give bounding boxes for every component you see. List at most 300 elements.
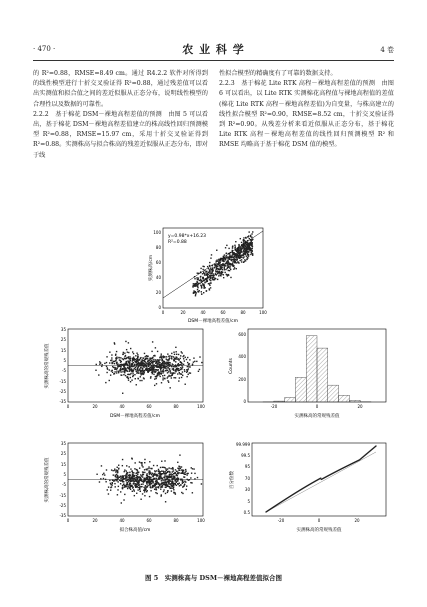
data-point bbox=[164, 363, 165, 364]
data-point bbox=[124, 352, 125, 353]
data-point bbox=[150, 477, 151, 478]
data-point bbox=[134, 364, 135, 365]
data-point bbox=[162, 379, 163, 380]
data-point bbox=[177, 480, 178, 481]
y-tick: 0 bbox=[158, 305, 161, 310]
data-point bbox=[125, 370, 126, 371]
data-point bbox=[116, 474, 117, 475]
data-point bbox=[153, 486, 154, 487]
data-point bbox=[203, 277, 204, 278]
data-point bbox=[210, 280, 211, 281]
y-tick: -15 bbox=[59, 379, 66, 384]
data-point bbox=[248, 251, 249, 252]
data-point bbox=[147, 476, 148, 477]
data-point bbox=[250, 249, 251, 250]
data-point bbox=[142, 476, 143, 477]
data-point bbox=[112, 479, 113, 480]
data-point bbox=[167, 481, 168, 482]
data-point bbox=[185, 469, 186, 470]
data-point bbox=[115, 471, 116, 472]
data-point bbox=[178, 368, 179, 369]
data-point bbox=[188, 366, 189, 367]
data-point bbox=[114, 342, 115, 343]
data-point bbox=[124, 356, 125, 357]
data-point bbox=[114, 369, 115, 370]
data-point bbox=[139, 489, 140, 490]
data-point bbox=[230, 269, 231, 270]
data-point bbox=[171, 481, 172, 482]
data-point bbox=[137, 367, 138, 368]
data-point bbox=[133, 356, 134, 357]
data-point bbox=[236, 259, 237, 260]
x-tick: 20 bbox=[180, 310, 186, 315]
data-point bbox=[140, 376, 141, 377]
data-point bbox=[224, 272, 225, 273]
data-point bbox=[162, 486, 163, 487]
data-point bbox=[204, 273, 205, 274]
data-point bbox=[320, 478, 321, 479]
data-point bbox=[243, 237, 244, 238]
x-tick: 0 bbox=[161, 310, 165, 315]
data-point bbox=[140, 370, 141, 371]
data-point bbox=[150, 358, 151, 359]
data-point bbox=[232, 247, 233, 248]
data-point bbox=[252, 231, 253, 232]
data-point bbox=[126, 357, 127, 358]
data-point bbox=[203, 292, 204, 293]
data-point bbox=[169, 355, 170, 356]
histogram-bar bbox=[328, 385, 339, 402]
data-point bbox=[159, 476, 160, 477]
data-point bbox=[99, 481, 100, 482]
data-point bbox=[174, 354, 175, 355]
data-point bbox=[137, 489, 138, 490]
data-point bbox=[154, 378, 155, 379]
data-point bbox=[200, 276, 201, 277]
data-point bbox=[124, 471, 125, 472]
data-point bbox=[182, 371, 183, 372]
data-point bbox=[118, 468, 119, 469]
data-point bbox=[127, 488, 128, 489]
data-point bbox=[135, 355, 136, 356]
data-point bbox=[166, 356, 167, 357]
data-point bbox=[232, 264, 233, 265]
data-point bbox=[124, 469, 125, 470]
data-point bbox=[163, 484, 164, 485]
data-point bbox=[136, 353, 137, 354]
x-tick: 40 bbox=[119, 518, 125, 523]
data-point bbox=[155, 359, 156, 360]
data-point bbox=[173, 489, 174, 490]
x-tick: 60 bbox=[146, 518, 152, 523]
data-point bbox=[171, 487, 172, 488]
data-point bbox=[132, 360, 133, 361]
data-point bbox=[163, 367, 164, 368]
data-point bbox=[173, 476, 174, 477]
data-point bbox=[200, 285, 201, 286]
data-point bbox=[142, 466, 143, 467]
data-point bbox=[144, 353, 145, 354]
data-point bbox=[149, 461, 150, 462]
data-point bbox=[114, 468, 115, 469]
data-point bbox=[156, 375, 157, 376]
data-point bbox=[177, 475, 178, 476]
data-point bbox=[182, 483, 183, 484]
y-tick: 30 bbox=[244, 487, 250, 492]
data-point bbox=[175, 493, 176, 494]
data-point bbox=[122, 393, 123, 394]
data-point bbox=[205, 278, 206, 279]
data-point bbox=[236, 255, 237, 256]
data-point bbox=[159, 478, 160, 479]
data-point bbox=[169, 486, 170, 487]
data-point bbox=[113, 373, 114, 374]
data-point bbox=[159, 359, 160, 360]
data-point bbox=[226, 245, 227, 246]
data-point bbox=[187, 357, 188, 358]
data-point bbox=[139, 380, 140, 381]
y-tick: 80 bbox=[155, 245, 161, 250]
data-point bbox=[132, 359, 133, 360]
data-point bbox=[191, 482, 192, 483]
data-point bbox=[245, 251, 246, 252]
data-point bbox=[143, 487, 144, 488]
data-point bbox=[168, 483, 169, 484]
y-tick: -15 bbox=[59, 493, 66, 498]
data-point bbox=[164, 477, 165, 478]
data-point bbox=[206, 290, 207, 291]
right-text-column bbox=[219, 69, 394, 151]
data-point bbox=[139, 467, 140, 468]
x-tick: 80 bbox=[173, 404, 179, 409]
data-point bbox=[122, 485, 123, 486]
data-point bbox=[159, 362, 160, 363]
y-tick: 5 bbox=[63, 358, 66, 363]
data-point bbox=[192, 492, 193, 493]
data-point bbox=[191, 472, 192, 473]
data-point bbox=[101, 465, 102, 466]
data-point bbox=[100, 478, 101, 479]
data-point bbox=[156, 484, 157, 485]
data-point bbox=[227, 266, 228, 267]
data-point bbox=[149, 477, 150, 478]
data-point bbox=[200, 280, 201, 281]
data-point bbox=[199, 356, 200, 357]
data-point bbox=[156, 364, 157, 365]
data-point bbox=[235, 246, 236, 247]
y-tick: 5 bbox=[247, 499, 250, 504]
data-point bbox=[224, 265, 225, 266]
data-point bbox=[201, 291, 202, 292]
y-tick: 0.5 bbox=[243, 510, 250, 515]
data-point bbox=[161, 461, 162, 462]
data-point bbox=[127, 351, 128, 352]
data-point bbox=[177, 484, 178, 485]
data-point bbox=[230, 277, 231, 278]
fit-equation: y=0.98*x+16.23 bbox=[168, 234, 207, 239]
data-point bbox=[183, 358, 184, 359]
data-point bbox=[173, 369, 174, 370]
data-point bbox=[240, 257, 241, 258]
data-point bbox=[167, 377, 168, 378]
data-point bbox=[164, 482, 165, 483]
data-point bbox=[186, 359, 187, 360]
data-point bbox=[180, 468, 181, 469]
data-point bbox=[164, 471, 165, 472]
data-point bbox=[208, 283, 209, 284]
data-point bbox=[209, 279, 210, 280]
data-point bbox=[140, 462, 141, 463]
data-point bbox=[152, 475, 153, 476]
data-point bbox=[120, 371, 121, 372]
data-point bbox=[172, 468, 173, 469]
data-point bbox=[154, 369, 155, 370]
data-point bbox=[172, 471, 173, 472]
data-point bbox=[196, 277, 197, 278]
data-point bbox=[168, 362, 169, 363]
y-tick: 95 bbox=[244, 464, 250, 469]
x-axis-label: 拟合株高值/cm bbox=[119, 528, 151, 533]
data-point bbox=[101, 364, 102, 365]
data-point bbox=[122, 459, 123, 460]
data-point bbox=[144, 469, 145, 470]
data-point bbox=[123, 374, 124, 375]
data-point bbox=[183, 355, 184, 356]
data-point bbox=[122, 465, 123, 466]
data-point bbox=[203, 266, 204, 267]
data-point bbox=[186, 372, 187, 373]
data-point bbox=[156, 361, 157, 362]
data-point bbox=[154, 355, 155, 356]
data-point bbox=[180, 358, 181, 359]
data-point bbox=[175, 347, 176, 348]
data-point bbox=[166, 482, 167, 483]
data-point bbox=[119, 480, 120, 481]
data-point bbox=[121, 361, 122, 362]
data-point bbox=[174, 372, 175, 373]
data-point bbox=[124, 370, 125, 371]
data-point bbox=[200, 268, 201, 269]
data-point bbox=[135, 473, 136, 474]
data-point bbox=[238, 244, 239, 245]
data-point bbox=[128, 475, 129, 476]
data-point bbox=[121, 502, 122, 503]
data-point bbox=[148, 472, 149, 473]
x-tick: 100 bbox=[259, 310, 267, 315]
x-tick: -20 bbox=[270, 404, 278, 409]
data-point bbox=[181, 368, 182, 369]
data-point bbox=[132, 351, 133, 352]
data-point bbox=[181, 363, 182, 364]
data-point bbox=[222, 260, 223, 261]
data-point bbox=[206, 271, 207, 272]
data-point bbox=[178, 472, 179, 473]
page-header bbox=[33, 41, 394, 57]
y-tick: -5 bbox=[62, 482, 66, 487]
data-point bbox=[161, 470, 162, 471]
data-point bbox=[135, 367, 136, 368]
data-point bbox=[134, 490, 135, 491]
data-point bbox=[175, 472, 176, 473]
y-tick: 99.5 bbox=[241, 453, 250, 458]
data-point bbox=[215, 265, 216, 266]
data-point bbox=[145, 368, 146, 369]
data-point bbox=[195, 294, 196, 295]
data-point bbox=[234, 255, 235, 256]
data-point bbox=[148, 466, 149, 467]
data-point bbox=[225, 247, 226, 248]
data-point bbox=[125, 368, 126, 369]
data-point bbox=[194, 278, 195, 279]
data-point bbox=[122, 354, 123, 355]
data-point bbox=[245, 237, 246, 238]
data-point bbox=[223, 258, 224, 259]
y-axis-label: Counts bbox=[229, 358, 234, 374]
data-point bbox=[227, 261, 228, 262]
data-point bbox=[219, 260, 220, 261]
data-point bbox=[169, 357, 170, 358]
data-point bbox=[230, 256, 231, 257]
data-point bbox=[149, 484, 150, 485]
data-point bbox=[96, 474, 97, 475]
data-point bbox=[130, 475, 131, 476]
data-point bbox=[116, 351, 117, 352]
data-point bbox=[181, 377, 182, 378]
data-point bbox=[209, 272, 210, 273]
data-point bbox=[158, 469, 159, 470]
data-point bbox=[181, 492, 182, 493]
data-point bbox=[126, 482, 127, 483]
data-point bbox=[137, 354, 138, 355]
data-point bbox=[193, 361, 194, 362]
data-point bbox=[153, 478, 154, 479]
data-point bbox=[110, 487, 111, 488]
data-point bbox=[111, 484, 112, 485]
data-point bbox=[232, 265, 233, 266]
data-point bbox=[173, 377, 174, 378]
data-point bbox=[182, 375, 183, 376]
data-point bbox=[226, 274, 227, 275]
data-point bbox=[190, 477, 191, 478]
data-point bbox=[116, 367, 117, 368]
data-point bbox=[161, 373, 162, 374]
data-point bbox=[132, 491, 133, 492]
data-point bbox=[180, 484, 181, 485]
data-point bbox=[178, 478, 179, 479]
data-point bbox=[170, 370, 171, 371]
data-point bbox=[149, 468, 150, 469]
data-point bbox=[149, 473, 150, 474]
data-point bbox=[120, 480, 121, 481]
data-point bbox=[159, 485, 160, 486]
data-point bbox=[167, 370, 168, 371]
data-point bbox=[202, 283, 203, 284]
residual-histogram bbox=[226, 326, 391, 421]
data-point bbox=[146, 483, 147, 484]
data-point bbox=[120, 368, 121, 369]
data-point bbox=[156, 493, 157, 494]
data-point bbox=[160, 473, 161, 474]
data-point bbox=[129, 369, 130, 370]
data-point bbox=[220, 269, 221, 270]
data-point bbox=[114, 483, 115, 484]
data-point bbox=[106, 469, 107, 470]
x-tick: 60 bbox=[220, 310, 226, 315]
data-point bbox=[193, 292, 194, 293]
data-point bbox=[165, 493, 166, 494]
data-point bbox=[232, 246, 233, 247]
data-point bbox=[195, 295, 196, 296]
data-point bbox=[241, 257, 242, 258]
data-point bbox=[115, 479, 116, 480]
data-point bbox=[132, 472, 133, 473]
data-point bbox=[117, 467, 118, 468]
data-point bbox=[148, 366, 149, 367]
data-point bbox=[196, 292, 197, 293]
data-point bbox=[117, 481, 118, 482]
data-point bbox=[219, 271, 220, 272]
data-point bbox=[211, 254, 212, 255]
data-point bbox=[116, 372, 117, 373]
data-point bbox=[221, 264, 222, 265]
data-point bbox=[155, 471, 156, 472]
data-point bbox=[110, 374, 111, 375]
data-point bbox=[156, 369, 157, 370]
data-point bbox=[183, 364, 184, 365]
data-point bbox=[138, 487, 139, 488]
data-point bbox=[156, 487, 157, 488]
data-point bbox=[125, 375, 126, 376]
data-point bbox=[136, 477, 137, 478]
data-point bbox=[132, 487, 133, 488]
data-point bbox=[205, 281, 206, 282]
data-point bbox=[175, 469, 176, 470]
data-point bbox=[206, 274, 207, 275]
data-point bbox=[129, 371, 130, 372]
data-point bbox=[145, 359, 146, 360]
data-point bbox=[236, 262, 237, 263]
data-point bbox=[126, 470, 127, 471]
data-point bbox=[134, 495, 135, 496]
data-point bbox=[247, 254, 248, 255]
data-point bbox=[144, 479, 145, 480]
data-point bbox=[156, 478, 157, 479]
y-tick: -5 bbox=[62, 368, 66, 373]
data-point bbox=[151, 365, 152, 366]
data-point bbox=[106, 366, 107, 367]
data-point bbox=[170, 474, 171, 475]
data-point bbox=[212, 267, 213, 268]
data-point bbox=[117, 472, 118, 473]
data-point bbox=[140, 372, 141, 373]
data-point bbox=[197, 287, 198, 288]
data-point bbox=[130, 468, 131, 469]
x-axis-label: DSM－裸地高程差值/cm bbox=[187, 319, 239, 324]
data-point bbox=[168, 382, 169, 383]
data-point bbox=[125, 362, 126, 363]
data-point bbox=[130, 377, 131, 378]
data-point bbox=[141, 363, 142, 364]
data-point bbox=[164, 356, 165, 357]
data-point bbox=[168, 467, 169, 468]
data-point bbox=[161, 356, 162, 357]
data-point bbox=[122, 368, 123, 369]
data-point bbox=[202, 269, 203, 270]
data-point bbox=[126, 349, 127, 350]
data-point bbox=[236, 256, 237, 257]
data-point bbox=[127, 376, 128, 377]
data-point bbox=[210, 257, 211, 258]
